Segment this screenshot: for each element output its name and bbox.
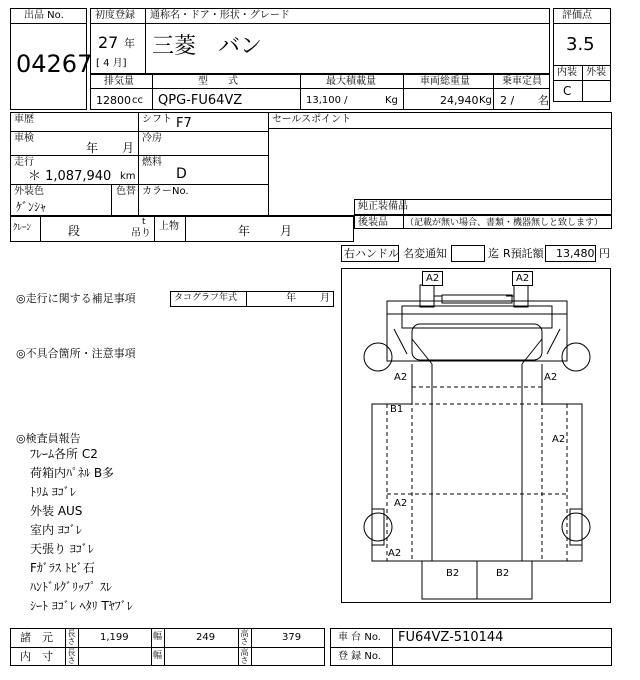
exterior-label: 外装 [586, 67, 606, 78]
inspector-item: ﾄﾘﾑ ﾖｺﾞﾚ [30, 485, 76, 499]
score-label: 評価点 [562, 10, 592, 21]
truck-outline [342, 269, 612, 604]
chassis-value: FU64VZ-510144 [398, 630, 504, 645]
mileage-value: ＊ 1,087,940 [28, 169, 112, 184]
sales-point-label: セールスポイント [272, 114, 352, 125]
genuine-equipment-label: 純正装備品 [358, 201, 408, 212]
inspector-item: 外装 AUS [30, 504, 83, 518]
crane-label: ｸﾚｰﾝ [13, 223, 32, 233]
width-label: 幅 [153, 632, 163, 642]
gross-value: 24,940 [440, 94, 479, 107]
crane-box [10, 216, 354, 242]
mileage-label: 走行 [14, 157, 34, 168]
damage-mark: A2 [388, 548, 402, 559]
damage-mark: A2 [394, 372, 408, 383]
r-fee-unit: 円 [599, 247, 610, 260]
lapse-label: 迄 [488, 247, 499, 260]
mileage-unit: km [120, 171, 136, 182]
model-value: QPG-FU64VZ [158, 93, 243, 108]
width-label-inner: 幅 [153, 651, 163, 661]
exterior-color-label: 外装色 [14, 186, 44, 197]
interior-label: 内装 [557, 67, 577, 78]
registration-label: 登 録 No. [338, 651, 381, 662]
inspector-item: ﾌﾚｰﾑ各所 C2 [30, 447, 98, 461]
load-label: 最大積載量 [326, 76, 376, 87]
capacity-value: 2 / [500, 94, 515, 107]
history-label: 車歴 [14, 114, 34, 125]
tacho-month: 月 [320, 293, 330, 304]
damage-mark: A2 [552, 434, 566, 445]
model-label: 型 式 [198, 76, 238, 87]
score-value: 3.5 [566, 34, 595, 55]
color-code-label: 色替 [116, 186, 136, 197]
reg-year: 27 [98, 33, 119, 52]
inspector-item: ｼｰﾄ ﾖｺﾞﾚ ﾍﾀﾘ Tﾔﾌﾞﾚ [30, 599, 133, 613]
shift-value: F7 [176, 116, 192, 131]
crane-lift-label: 吊り [131, 228, 151, 239]
inspector-item: 天張り ﾖｺﾞﾚ [30, 542, 94, 556]
gross-label: 車両総重量 [420, 76, 470, 87]
length-value: 1,199 [100, 632, 129, 643]
width-value: 249 [196, 632, 216, 643]
height-label-inner: 高さ [240, 648, 249, 664]
chassis-label: 車 台 No. [338, 632, 381, 643]
exterior-color-value: ｹﾞﾝｼｬ [16, 200, 47, 214]
inspector-report-label: ◎検査員報告 [16, 432, 81, 445]
upper-label: 上物 [159, 221, 179, 232]
displacement-label: 排気量 [104, 76, 134, 87]
crane-stages: 段 [68, 224, 81, 238]
truck-diagram [341, 268, 611, 603]
transfer-box [451, 245, 485, 262]
inspector-item: ﾊﾝﾄﾞﾙｸﾞﾘｯﾌﾟ ｽﾚ [30, 580, 112, 594]
lot-label: 出品 No. [24, 10, 64, 21]
damage-mark: A2 [544, 372, 558, 383]
crane-lift-top: t [142, 217, 146, 227]
name-label: 通称名・ドア・形状・グレード [150, 10, 290, 21]
height-label: 高さ [240, 629, 249, 645]
damage-mark: A2 [512, 271, 533, 286]
inspector-item: Fｶﾞﾗｽ ﾄﾋﾞ石 [30, 561, 95, 575]
displacement-value: 12800 [96, 94, 131, 107]
upper-month: 月 [280, 224, 293, 238]
year-unit: 年 [124, 37, 135, 50]
damage-mark: B2 [496, 568, 510, 579]
inspection-year: 年 [86, 141, 99, 155]
shift-label: シフト [142, 114, 172, 125]
upper-year: 年 [238, 224, 251, 238]
inspector-item: 荷箱内ﾊﾟﾈﾙ B多 [30, 466, 115, 480]
ac-label: 冷房 [142, 133, 162, 144]
inner-label: 内 寸 [20, 650, 53, 663]
r-fee-value: 13,480 [556, 247, 595, 260]
damage-mark: A2 [422, 271, 443, 286]
height-value: 379 [282, 632, 302, 643]
driving-notes-label: ◎走行に関する補足事項 [16, 292, 136, 305]
capacity-label: 乗車定員 [502, 76, 542, 87]
damage-mark: B2 [446, 568, 460, 579]
inspector-item: 室内 ﾖｺﾞﾚ [30, 523, 82, 537]
transfer-label: 名変通知 [403, 247, 447, 260]
length-label: 長さ [67, 629, 76, 645]
load-unit: Kg [385, 95, 398, 106]
aftermarket-note: （記載が無い場合、書類・機器無しと致します） [405, 218, 604, 228]
capacity-unit: 名 [538, 94, 549, 107]
length-label-inner: 長さ [67, 648, 76, 664]
load-value: 13,100 / [306, 95, 348, 106]
first-reg-label: 初度登録 [95, 10, 135, 21]
fuel-label: 燃料 [142, 157, 162, 168]
tachograph-label: タコグラフ年式 [174, 293, 238, 303]
damage-mark: B1 [390, 404, 404, 415]
displacement-unit: cc [132, 95, 143, 106]
steering-value: 右ハンドル [344, 247, 399, 260]
lot-number: 04267 [16, 50, 93, 78]
aftermarket-label: 後装品 [358, 217, 388, 228]
inspection-label: 車検 [14, 133, 34, 144]
specs-label: 諸 元 [20, 631, 53, 644]
defects-label: ◎不具合箇所・注意事項 [16, 347, 136, 360]
tacho-year: 年 [286, 293, 296, 304]
inspection-month: 月 [122, 141, 135, 155]
color-no-label: カラーNo. [142, 186, 189, 197]
r-fee-label: R預託額 [503, 247, 544, 260]
fuel-value: D [176, 166, 187, 182]
reg-month: [ 4 月] [96, 58, 127, 69]
gross-unit: Kg [479, 95, 492, 106]
vehicle-name: 三菱 バン [152, 34, 263, 59]
damage-mark: A2 [394, 498, 408, 509]
interior-grade: C [563, 84, 572, 98]
